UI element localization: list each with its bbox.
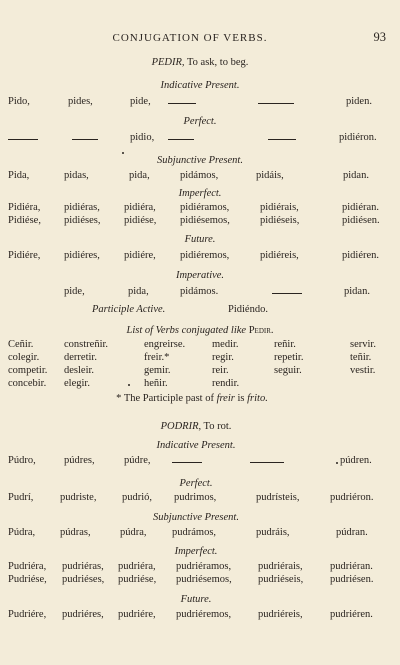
pedir-imperfect-form: pidiéseis, xyxy=(260,215,300,226)
footnote-prefix: * The Participle past of xyxy=(116,393,214,404)
podrir-subjunctive-heading: Subjunctive Present. xyxy=(153,512,239,523)
podrir-title xyxy=(161,421,232,433)
podrir-imperfect-form: pudriéses, xyxy=(62,574,105,585)
verb-list-item: heñir. xyxy=(144,378,168,389)
omitted-form-dash xyxy=(168,103,196,104)
podrir-indicative-form: Púdro, xyxy=(8,455,36,466)
podrir-subjunctive-form: púdras, xyxy=(60,527,91,538)
omitted-form-dash xyxy=(172,462,202,463)
pedir-subjunctive-form: pida, xyxy=(129,170,150,181)
pedir-future-form: pidiéres, xyxy=(64,250,100,261)
verb-list-item: seguir. xyxy=(274,365,302,376)
podrir-indicative-form: púdren. xyxy=(340,455,372,466)
pedir-participle-label: Participle Active. xyxy=(92,304,166,315)
podrir-imperfect-form: pudriéras, xyxy=(62,561,104,572)
pedir-future-form: pidiére, xyxy=(124,250,156,261)
pedir-future-form: pidiéren. xyxy=(342,250,380,261)
verb-list-item: repetir. xyxy=(274,352,304,363)
podrir-imperfect-heading: Imperfect. xyxy=(174,546,218,557)
pedir-gloss: To ask, to beg. xyxy=(187,57,249,68)
pedir-subjunctive-heading: Subjunctive Present. xyxy=(157,155,243,166)
pedir-indicative-form: pide, xyxy=(130,96,151,107)
pedir-subjunctive-form: Pida, xyxy=(8,170,30,181)
pedir-imperfect-form: pidiéramos, xyxy=(180,202,230,213)
podrir-imperfect-form: Pudriéra, xyxy=(8,561,47,572)
pedir-subjunctive-form: pidan. xyxy=(343,170,369,181)
podrir-perfect-form: Pudrí, xyxy=(8,492,34,503)
podrir-subjunctive-form: pudrámos, xyxy=(172,527,217,538)
running-header: CONJUGATION OF VERBS. xyxy=(112,32,268,44)
verb-list-item: colegir. xyxy=(8,352,40,363)
podrir-imperfect-form: pudriéramos, xyxy=(176,561,232,572)
omitted-form-dash xyxy=(8,139,38,140)
pedir-imperative-form: pida, xyxy=(128,286,149,297)
pedir-subjunctive-form: pidas, xyxy=(64,170,89,181)
verb-list-item: freir.* xyxy=(144,352,170,363)
pedir-imperative-form: pide, xyxy=(64,286,85,297)
pedir-future-heading: Future. xyxy=(184,234,216,245)
verb-list-title xyxy=(127,325,274,337)
pedir-imperfect-form: pidiésen. xyxy=(342,215,380,226)
pedir-imperfect-form: pidiéses, xyxy=(64,215,101,226)
podrir-future-form: pudriéremos, xyxy=(176,609,232,620)
pedir-indicative-form: Pido, xyxy=(8,96,30,107)
pedir-imperative-form: pidámos. xyxy=(180,286,219,297)
podrir-indicative-form: púdre, xyxy=(124,455,151,466)
pedir-imperative-form: pidan. xyxy=(344,286,370,297)
podrir-future-form: pudriéres, xyxy=(62,609,104,620)
ink-speck xyxy=(122,152,124,154)
podrir-perfect-form: pudriéron. xyxy=(330,492,374,503)
podrir-imperfect-form: pudriéran. xyxy=(330,561,373,572)
verb-list-item: reñir. xyxy=(274,339,296,350)
pedir-future-form: Pidiére, xyxy=(8,250,41,261)
footnote-is: is xyxy=(237,393,245,404)
podrir-future-heading: Future. xyxy=(180,594,212,605)
verb-list-item: vestir. xyxy=(350,365,376,376)
omitted-form-dash xyxy=(250,462,284,463)
pedir-participle-form: Pidiéndo. xyxy=(228,304,268,315)
verb-list-item: engreirse. xyxy=(144,339,186,350)
pedir-imperfect-form: pidiérais, xyxy=(260,202,299,213)
podrir-indicative-form: púdres, xyxy=(64,455,95,466)
podrir-indicative-present-heading: Indicative Present. xyxy=(156,440,236,451)
pedir-imperative-heading: Imperative. xyxy=(175,270,225,281)
pedir-indicative-form: piden. xyxy=(346,96,372,107)
pedir-indicative-form: pides, xyxy=(68,96,93,107)
pedir-imperfect-form: pidiéras, xyxy=(64,202,100,213)
footnote-word: freir xyxy=(216,393,235,404)
pedir-future-form: pidiéreis, xyxy=(260,250,299,261)
podrir-future-form: pudriére, xyxy=(118,609,156,620)
verb-list-item: gemir. xyxy=(144,365,171,376)
pedir-imperfect-form: pidiése, xyxy=(124,215,157,226)
podrir-imperfect-form: pudriéra, xyxy=(118,561,156,572)
pedir-imperfect-heading: Imperfect. xyxy=(178,188,222,199)
podrir-future-form: Pudriére, xyxy=(8,609,47,620)
omitted-form-dash xyxy=(258,103,294,104)
verb-list-title-verb: Pedir. xyxy=(248,325,274,336)
podrir-perfect-form: pudrió, xyxy=(122,492,153,503)
omitted-form-dash xyxy=(72,139,98,140)
verb-list-item: elegir. xyxy=(64,378,90,389)
podrir-imperfect-form: pudriéseis, xyxy=(258,574,304,585)
podrir-subjunctive-form: púdran. xyxy=(336,527,368,538)
podrir-subjunctive-form: pudráis, xyxy=(256,527,290,538)
omitted-form-dash xyxy=(268,139,296,140)
pedir-perfect-form: pidiéron. xyxy=(339,132,377,143)
verb-list-item: desleir. xyxy=(64,365,95,376)
omitted-form-dash xyxy=(168,139,194,140)
verb-list-item: constreñir. xyxy=(64,339,109,350)
omitted-form-dash xyxy=(272,293,302,294)
page-number: 93 xyxy=(373,30,386,44)
verb-list-item: medir. xyxy=(212,339,239,350)
pedir-imperfect-form: Pidiése, xyxy=(8,215,41,226)
footnote-word: frito. xyxy=(247,393,268,404)
podrir-imperfect-form: pudriésen. xyxy=(330,574,374,585)
podrir-subjunctive-form: púdra, xyxy=(120,527,147,538)
pedir-imperfect-form: pidiéran. xyxy=(342,202,380,213)
verb-list-item: concebir. xyxy=(8,378,47,389)
podrir-perfect-form: pudrísteis, xyxy=(256,492,300,503)
podrir-imperfect-form: pudriérais, xyxy=(258,561,303,572)
pedir-subjunctive-form: pidáis, xyxy=(256,170,284,181)
verb-list-item: teñir. xyxy=(350,352,372,363)
pedir-perfect-form: pidio, xyxy=(130,132,155,143)
podrir-perfect-form: pudriste, xyxy=(60,492,97,503)
podrir-future-form: pudriéreis, xyxy=(258,609,303,620)
pedir-indicative-present-heading: Indicative Present. xyxy=(160,80,240,91)
pedir-perfect-heading: Perfect. xyxy=(183,116,217,127)
pedir-title xyxy=(152,57,249,69)
verb-list-item: derretir. xyxy=(64,352,97,363)
pedir-subjunctive-form: pidámos, xyxy=(180,170,219,181)
ink-speck xyxy=(336,462,338,464)
podrir-subjunctive-form: Púdra, xyxy=(8,527,36,538)
verb-list-item: servir. xyxy=(350,339,376,350)
verb-list-item: reir. xyxy=(212,365,229,376)
verb-list-item: rendir. xyxy=(212,378,240,389)
verb-list-item: regir. xyxy=(212,352,234,363)
pedir-future-form: pidiéremos, xyxy=(180,250,230,261)
verb-list-item: competir. xyxy=(8,365,48,376)
podrir-verb: PODRIR, xyxy=(160,421,202,432)
podrir-imperfect-form: pudriése, xyxy=(118,574,157,585)
pedir-imperfect-form: pidiésemos, xyxy=(180,215,230,226)
podrir-imperfect-form: pudriésemos, xyxy=(176,574,232,585)
podrir-imperfect-form: Pudriése, xyxy=(8,574,47,585)
pedir-imperfect-form: pidiéra, xyxy=(124,202,156,213)
footnote xyxy=(116,393,268,405)
podrir-perfect-form: pudrimos, xyxy=(174,492,217,503)
verb-list-title-prefix: List of Verbs conjugated like xyxy=(126,325,247,336)
pedir-imperfect-form: Pidiéra, xyxy=(8,202,41,213)
podrir-perfect-heading: Perfect. xyxy=(179,478,213,489)
podrir-future-form: pudriéren. xyxy=(330,609,373,620)
verb-list-item: Ceñir. xyxy=(8,339,34,350)
ink-speck xyxy=(128,384,130,386)
pedir-verb: PEDIR, xyxy=(151,57,185,68)
podrir-gloss: To rot. xyxy=(203,421,232,432)
